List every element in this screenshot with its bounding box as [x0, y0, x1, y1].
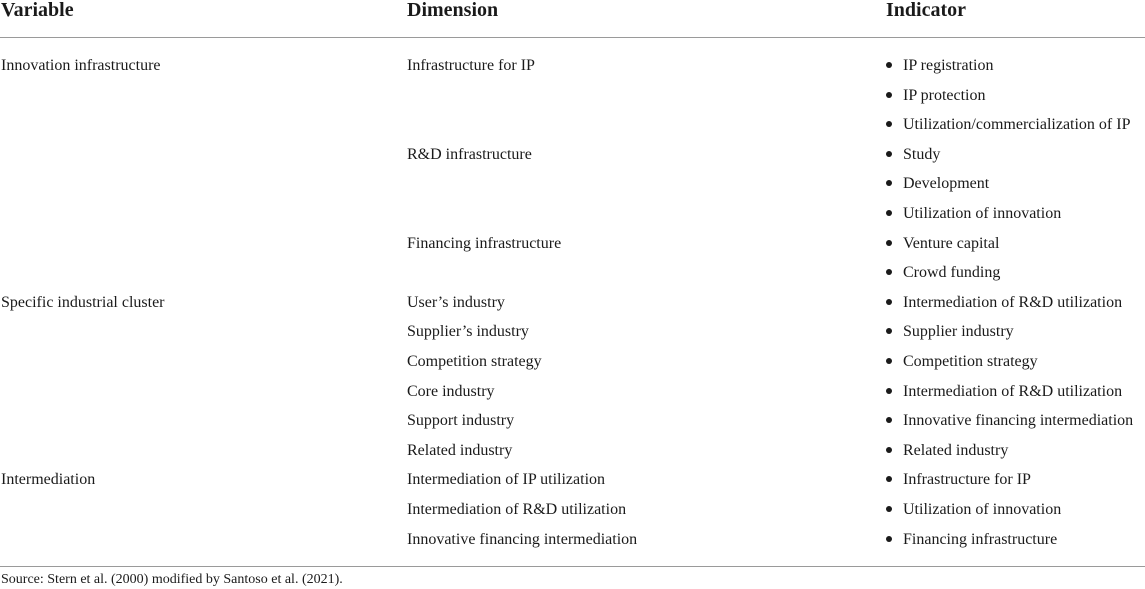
cell-dimension: Supplier’s industry	[407, 323, 529, 341]
bullet-icon	[886, 151, 892, 157]
table-row	[0, 57, 1145, 87]
cell-indicator	[886, 501, 1061, 519]
indicator-text: Competition strategy	[903, 353, 1038, 370]
cell-indicator	[886, 294, 1122, 312]
table-row	[0, 205, 1145, 235]
table-row	[0, 175, 1145, 205]
cell-dimension: Innovative financing intermediation	[407, 530, 638, 548]
table-row	[0, 531, 1145, 561]
bullet-icon	[886, 299, 892, 305]
cell-dimension: Related industry	[407, 441, 513, 459]
cell-indicator	[886, 323, 1014, 341]
indicator-text: Supplier industry	[903, 323, 1014, 341]
cell-indicator	[886, 264, 1000, 282]
table-body	[0, 38, 1145, 567]
cell-dimension: Intermediation of IP utilization	[407, 471, 606, 489]
table-row	[0, 87, 1145, 117]
cell-indicator	[886, 87, 986, 105]
table-row	[0, 235, 1145, 265]
cell-dimension: Support industry	[407, 412, 515, 430]
cell-dimension: Financing infrastructure	[407, 234, 562, 252]
cell-dimension: Competition strategy	[407, 353, 542, 370]
bullet-icon	[886, 476, 892, 482]
cell-indicator	[886, 235, 999, 253]
bullet-icon	[886, 240, 892, 246]
indicator-text: Utilization of innovation	[903, 205, 1062, 222]
cell-indicator	[886, 175, 989, 193]
source-note: Source: Stern et al. (2000) modified by Santoso et al. (2021).	[1, 572, 343, 587]
table-row	[0, 501, 1145, 531]
bullet-icon	[886, 536, 892, 542]
indicator-text: Venture capital	[903, 234, 1000, 252]
indicator-text: Study	[903, 145, 941, 163]
cell-dimension: Core industry	[407, 382, 495, 400]
indicator-text: Financing infrastructure	[903, 530, 1058, 548]
cell-indicator	[886, 353, 1038, 371]
cell-indicator	[886, 412, 1133, 430]
cell-indicator	[886, 116, 1130, 134]
table-row	[0, 323, 1145, 353]
indicator-text: Innovative financing intermediation	[903, 412, 1134, 430]
cell-dimension: R&D infrastructure	[407, 145, 532, 163]
table-row	[0, 264, 1145, 294]
bullet-icon	[886, 180, 892, 186]
indicator-text: Infrastructure for IP	[903, 471, 1031, 489]
indicator-text: Utilization/commercialization of IP	[903, 116, 1131, 134]
cell-indicator	[886, 57, 994, 75]
header-variable: Variable	[1, 0, 74, 21]
cell-dimension: User’s industry	[407, 293, 505, 311]
bullet-icon	[886, 210, 892, 216]
header-indicator: Indicator	[886, 0, 966, 21]
indicator-text: Development	[903, 175, 990, 193]
bullet-icon	[886, 358, 892, 364]
indicator-text: IP registration	[903, 57, 994, 74]
table-row	[0, 294, 1145, 324]
table-row	[0, 442, 1145, 472]
cell-indicator	[886, 471, 1031, 489]
bullet-icon	[886, 506, 892, 512]
cell-dimension: Intermediation of R&D utilization	[407, 501, 627, 518]
cell-indicator	[886, 442, 1008, 460]
indicator-text: Intermediation of R&D utilization	[903, 382, 1123, 400]
header-dimension: Dimension	[407, 0, 499, 21]
indicator-text: Intermediation of R&D utilization	[903, 293, 1123, 311]
bullet-icon	[886, 121, 892, 127]
cell-dimension: Infrastructure for IP	[407, 57, 535, 74]
cell-indicator	[886, 146, 940, 164]
cell-variable: Intermediation	[1, 471, 96, 489]
cell-indicator	[886, 531, 1057, 549]
bullet-icon	[886, 417, 892, 423]
cell-indicator	[886, 383, 1122, 401]
indicator-text: Related industry	[903, 441, 1009, 459]
bullet-icon	[886, 269, 892, 275]
table-row	[0, 353, 1145, 383]
indicator-text: Crowd funding	[903, 264, 1001, 282]
cell-indicator	[886, 205, 1061, 223]
indicator-text: IP protection	[903, 86, 986, 104]
table-row	[0, 383, 1145, 413]
table-row	[0, 116, 1145, 146]
cell-variable: Innovation infrastructure	[1, 57, 161, 74]
bullet-icon	[886, 92, 892, 98]
bullet-icon	[886, 328, 892, 334]
table-header-row	[0, 0, 1145, 38]
bullet-icon	[886, 447, 892, 453]
table-row	[0, 146, 1145, 176]
indicator-text: Utilization of innovation	[903, 501, 1062, 518]
bullet-icon	[886, 62, 892, 68]
bullet-icon	[886, 388, 892, 394]
table-row	[0, 471, 1145, 501]
cell-variable: Specific industrial cluster	[1, 293, 165, 311]
table-row	[0, 412, 1145, 442]
